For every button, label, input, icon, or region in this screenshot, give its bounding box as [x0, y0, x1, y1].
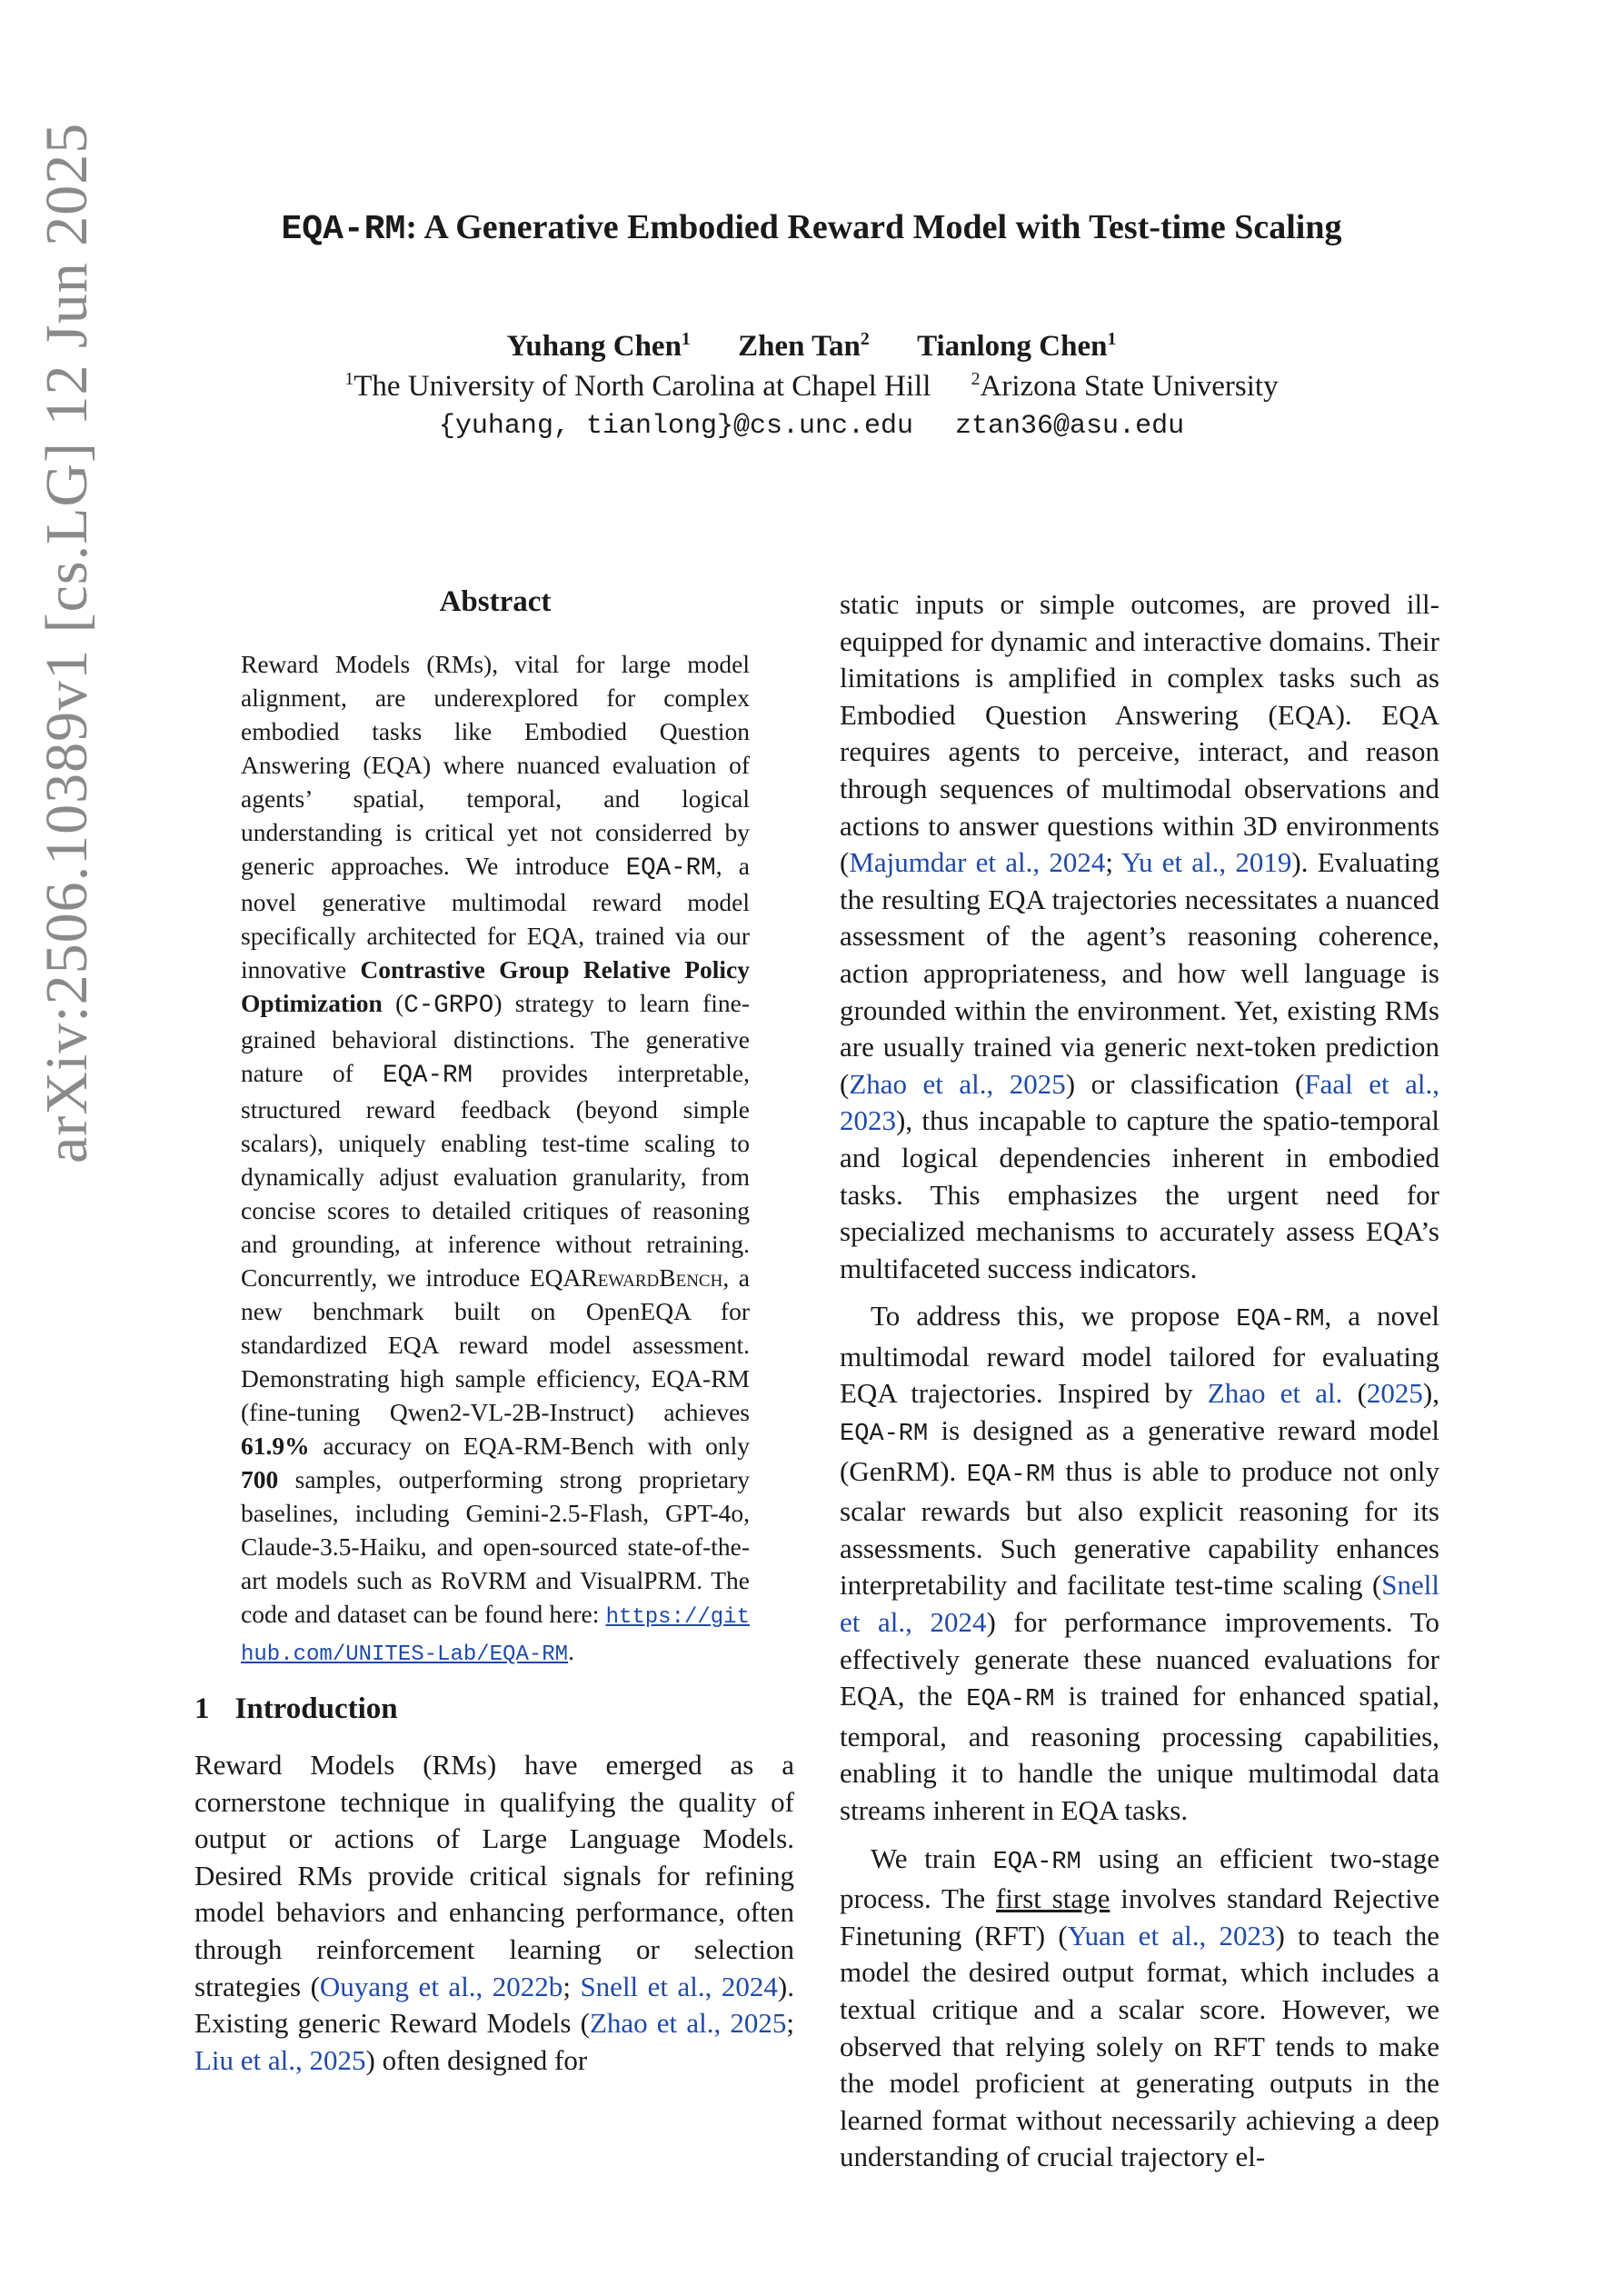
paper-title: [0, 207, 1623, 249]
abstract-code: EQA-RM: [625, 854, 716, 883]
abstract-code: C-GRPO: [403, 992, 494, 1020]
abstract-text: samples, outperforming strong proprietary baselines, including Gemini-2.5-Flash, GPT-4o, Claude-3.5-Haiku, and open-sourced state-of-the-art models such as RoVRM and VisualPRM. The code and dataset can be found here:: [241, 1465, 750, 1628]
code-url-link[interactable]: https://github.com/UNITES-Lab/EQA-RM: [241, 1605, 750, 1667]
citation-link[interactable]: Faal et al., 2023: [840, 1067, 1439, 1137]
body-text: , a novel multimodal reward model tailored for evaluating EQA trajectories. Inspired by: [840, 1300, 1439, 1410]
intro-paragraph-2: [840, 1298, 1439, 1829]
citation-link[interactable]: Snell et al., 2024: [840, 1569, 1439, 1639]
body-text: To address this, we propose: [871, 1300, 1237, 1333]
intro-paragraph-1-start: [194, 1747, 794, 2079]
citation-link[interactable]: Zhao et al., 2025: [849, 1067, 1066, 1100]
affil-name: The University of North Carolina at Chapel Hill: [353, 370, 931, 403]
abstract-body: [241, 647, 750, 1672]
section-title: Introduction: [234, 1692, 398, 1725]
body-text: We train: [871, 1842, 993, 1874]
body-text: is trained for enhanced spatial, temporal, and reasoning processing capabilities, enabling it to handle the unique multimodal data streams inherent in EQA tasks.: [840, 1680, 1439, 1826]
affiliation-2: [971, 370, 1279, 403]
abstract-bold: Contrastive Group Relative Policy Optimization: [241, 955, 750, 1017]
body-text: Reward Models (RMs) have emerged as a cornerstone technique in qualifying the quality of output or actions of Large Language Models. Desired RMs provide critical signals for refining model behaviors and enhancing performance, often through reinforcement learning or selection strategies (: [194, 1749, 794, 2002]
arxiv-identifier-stamp: arXiv:2506.10389v1 [cs.LG] 12 Jun 2025: [34, 122, 100, 1163]
citation-link[interactable]: Yu et al., 2019: [1121, 846, 1292, 879]
underlined-text: first stage: [995, 1882, 1110, 1915]
body-text: ) to teach the model the desired output format, which includes a textual critique and a scalar score. However, we observed that relying solely on RFT tends to make the model proficient at generating outputs in the learned format without necessarily achieving a deep understanding of crucial trajectory el-: [840, 1919, 1439, 2173]
body-text: using an efficient two-stage process. The: [840, 1842, 1439, 1915]
email-2: ztan36@asu.edu: [955, 411, 1185, 442]
abstract-heading: Abstract: [439, 585, 552, 618]
intro-paragraph-1-cont: [840, 586, 1439, 1287]
body-text: ). Evaluating the resulting EQA trajectories necessitates a nuanced assessment of the agent’s reasoning coherence, action appropriateness, and how well language is grounded within the environment. Yet, existing RMs are usually trained via generic next-token prediction (: [840, 846, 1439, 1100]
author-3: [917, 330, 1116, 363]
citation-link[interactable]: Snell et al., 2024: [580, 1970, 778, 2002]
body-text: thus is able to produce not only scalar rewards but also explicit reasoning for its assessments. Such generative capability enhances interpretability and facilitate test-time scaling (: [840, 1454, 1439, 1602]
abstract-text: Reward Models (RMs), vital for large model alignment, are underexplored for complex embodied tasks like Embodied Question Answering (EQA) where nuanced evaluation of agents’ spatial, temporal, and logical understanding is critical yet not considerred by generic approaches. We introduce: [241, 650, 750, 880]
affiliation-1: [344, 370, 931, 403]
body-text: static inputs or simple outcomes, are proved ill-equipped for dynamic and interactive domains. Their limitations is amplified in complex tasks such as Embodied Question Answering (EQA). EQA requires agents to perceive, interact, and reason through sequences of multimodal observations and actions to answer questions within 3D environments (: [840, 588, 1439, 879]
abstract-text: (: [382, 989, 404, 1017]
body-text: ;: [786, 2007, 794, 2040]
body-text: involves standard Rejective Finetuning (RFT) (: [840, 1882, 1439, 1952]
abstract-text: , a new benchmark built on OpenEQA for standardized EQA reward model assessment. Demonstrating high sample efficiency, EQA-RM (fine-tuning Qwen2-VL-2B-Instruct) achieves: [241, 1263, 750, 1426]
citation-link[interactable]: Majumdar et al., 2024: [849, 846, 1106, 879]
author-affil-sup: 2: [860, 329, 870, 349]
affiliation-list: [0, 369, 1623, 404]
body-text: ) or classification (: [1065, 1067, 1305, 1100]
body-text: ;: [1105, 846, 1122, 879]
abstract-text: ) strategy to learn fine-grained behavioral distinctions. The generative nature of: [241, 989, 750, 1087]
abstract-text: , a novel generative multimodal reward model specifically architected for EQA, trained via our innovative: [241, 852, 750, 983]
author-affil-sup: 1: [1107, 329, 1117, 349]
body-text: ) often designed for: [365, 2043, 588, 2076]
body-text: ;: [563, 1970, 581, 2002]
author-1: [507, 330, 691, 363]
title-text: : A Generative Embodied Reward Model with Test-time Scaling: [405, 208, 1342, 246]
author-list: [0, 329, 1623, 364]
benchmark-name: EQARewardBench: [529, 1263, 723, 1292]
body-text: ) for performance improvements. To effectively generate these nuanced evaluations for EQA, the: [840, 1606, 1439, 1712]
inline-code: EQA-RM: [840, 1421, 929, 1449]
section-number: 1: [194, 1692, 210, 1725]
abstract-text: provides interpretable, structured reward feedback (beyond simple scalars), uniquely enabling test-time scaling to dynamically adjust evaluation granularity, from concise scores to detailed critiques of reasoning and grounding, at inference without retraining. Concurrently, we introduce: [241, 1059, 750, 1292]
author-name: Yuhang Chen: [506, 330, 682, 363]
affil-sup: 1: [344, 369, 354, 389]
author-name: Zhen Tan: [738, 330, 861, 363]
intro-paragraph-3: [840, 1841, 1439, 2176]
body-text: ),: [1422, 1377, 1439, 1410]
email-list: [0, 411, 1623, 442]
citation-link[interactable]: Liu et al., 2025: [194, 2043, 366, 2076]
inline-code: EQA-RM: [966, 1461, 1055, 1489]
author-2: [738, 330, 870, 363]
section-heading-introduction: [194, 1692, 398, 1726]
citation-link[interactable]: 2025: [1366, 1377, 1423, 1410]
right-column: [840, 586, 1439, 2187]
body-text: ). Existing generic Reward Models (: [194, 1970, 794, 2040]
abstract-text: accuracy on EQA-RM-Bench with only: [309, 1432, 750, 1460]
title-code: EQA-RM: [281, 210, 406, 249]
abstract-text: .: [568, 1637, 574, 1665]
citation-link[interactable]: Ouyang et al., 2022b: [319, 1970, 563, 2002]
inline-code: EQA-RM: [1236, 1306, 1325, 1334]
email-1: {yuhang, tianlong}@cs.unc.edu: [438, 411, 914, 442]
affil-name: Arizona State University: [980, 370, 1279, 403]
citation-link[interactable]: Yuan et al., 2023: [1067, 1919, 1276, 1952]
abstract-code: EQA-RM: [383, 1062, 473, 1090]
affil-sup: 2: [971, 369, 981, 389]
abstract-bold: 61.9%: [241, 1432, 310, 1460]
citation-link[interactable]: Zhao et al., 2025: [589, 2007, 787, 2040]
citation-link[interactable]: Zhao et al.: [1207, 1377, 1343, 1410]
inline-code: EQA-RM: [992, 1848, 1081, 1876]
author-affil-sup: 1: [681, 329, 691, 349]
body-text: (: [1342, 1377, 1367, 1410]
abstract-bold: 700: [241, 1465, 279, 1493]
body-text: ), thus incapable to capture the spatio-temporal and logical dependencies inherent in embodied tasks. This emphasizes the urgent need for specialized mechanisms to accurately assess EQA’s multifaceted success indicators.: [840, 1104, 1439, 1284]
inline-code: EQA-RM: [966, 1686, 1055, 1714]
body-text: is designed as a generative reward model (GenRM).: [840, 1414, 1439, 1487]
author-name: Tianlong Chen: [917, 330, 1108, 363]
